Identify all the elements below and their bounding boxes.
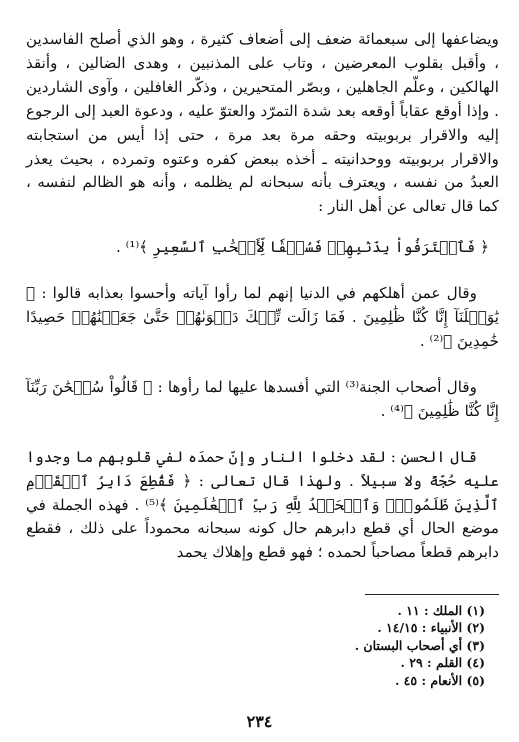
footnote-1: (١) الملك : ١١ .: [397, 603, 485, 618]
footnote-5: (٥) الأنعام : ٤٥ .: [394, 672, 485, 688]
paragraph-1: ويضاعفها إلى سبعمائة ضعف إلى أضعاف كثيرة ، وهو الذي أصلح الفاسدين ، وأقبل بقلوب المعرضين ، وتاب على المذنبين ، وهدى الضالين ، وأنقذ الهالكين ، وعلّم الجاهلين ، وبصّر المتحيرين ، وذكّر الغافلين ، وآوى الشاردين . وإذا أوقع عقاباً أوقعه بعد شدة التمرّد والعتوّ عليه ، ودعوة العبد إلى الرجوع إليه والاقرار بربوبيته وحقه مرة بعد مرة ، حتى إذا أيس من استجابته والاقرار بربوبيته ووحدانيته ـ أخذه ببعض كفره وعتوه وتمرده ، بحيث يعذر العبدُ من نفسه ، ويعترف بأنه سبحانه لم يظلمه ، وأنه هو الظالم لنفسه ، كما قال تعالى عن أهل النار :: [26, 30, 499, 216]
footnote-2: (٢) الأنبياء : ١٤/١٥ .: [377, 620, 485, 636]
paragraph-4: قال الحسن : لقد دخلوا النار وإنّ حمدَه لفي قلوبهم ما وجدوا عليه حُجّةً ولا سبيلاً . ولهذا قال تعالى : ﴿ فَقُطِعَ دَابِرُ ٱلۡقَوۡمِ ٱلَّذِينَ ظَلَمُواْۚ وَٱلۡحَمۡدُ لِلَّهِ رَبِّ ٱلۡعَٰلَمِينَ ﴾⁽⁵⁾ . فهذه الجملة في موضع الحال أي قطع دابرهم حال كونه سبحانه محموداً على ذلك ، فقطع دابرهم قطعاً مصاحباً لحمده ؛ فهو قطع وإهلاك يحمد: [26, 447, 499, 562]
footnote-separator: [365, 594, 499, 595]
page-number: ٢٣٤: [246, 712, 273, 731]
quran-verse-1: ﴿ فَٱعۡتَرَفُواْ بِذَنۢبِهِمۡ فَسُحۡقٗا لِّأَصۡحَٰبِ ٱلسَّعِيرِ ﴾⁽¹⁾ .: [115, 238, 489, 257]
footnote-3: (٣) أي أصحاب البستان .: [354, 637, 485, 653]
footnotes: [225, 602, 485, 689]
footnote-4: (٤) القلم : ٢٩ .: [400, 655, 485, 671]
spacer: [26, 219, 499, 236]
paragraph-2: وقال عمن أهلكهم في الدنيا إنهم لما رأوا آياته وأحسوا بعذابه قالوا : ﴿ يَٰوَيۡلَنَآ إِنَّا كُنَّا ظَٰلِمِينَ . فَمَا زَالَت تِّلۡكَ دَعۡوَىٰهُمۡ حَتَّىٰ جَعَلۡنَٰهُمۡ حَصِيدًا خَٰمِدِينَ ﴾⁽²⁾ .: [26, 284, 499, 350]
paragraph-3: وقال أصحاب الجنة⁽³⁾ التي أفسدها عليها لما رأوها : ﴿ قَالُواْ سُبۡحَٰنَ رَبِّنَآ إِنَّا كُنَّا ظَٰلِمِينَ ﴾⁽⁴⁾ .: [26, 377, 499, 420]
main-text: [26, 28, 499, 565]
spacer: [26, 424, 499, 446]
spacer: [26, 260, 499, 282]
spacer: [26, 354, 499, 376]
